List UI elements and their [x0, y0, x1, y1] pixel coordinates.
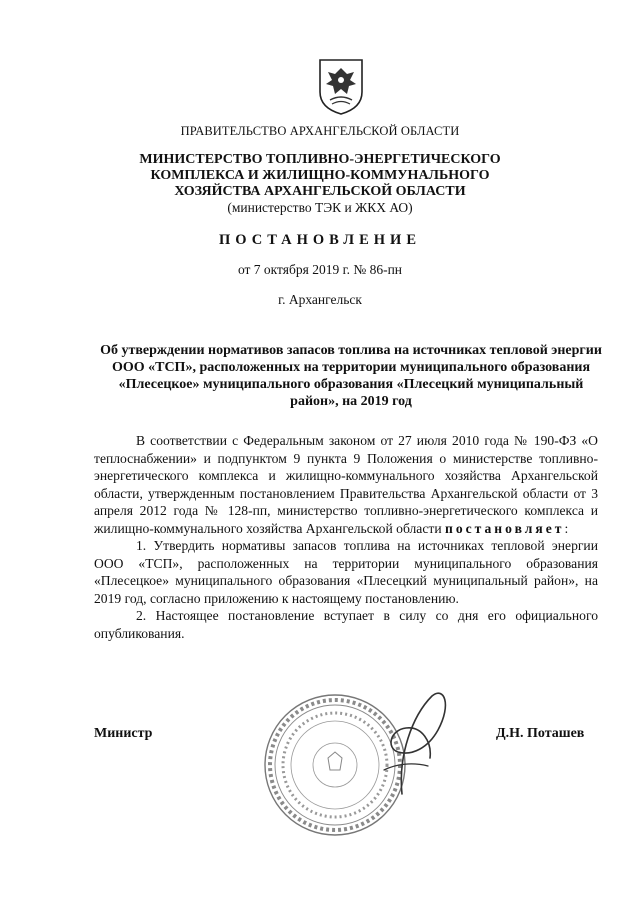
- signatory-name: Д.Н. Поташев: [496, 726, 585, 741]
- ministry-short-name: (министерство ТЭК и ЖКХ АО): [227, 200, 413, 215]
- item-2-paragraph: 2. Настоящее постановление вступает в силу со дня его официального опубликования.: [94, 608, 598, 641]
- signatory-position: Министр: [94, 726, 153, 741]
- item-1-paragraph: 1. Утвердить нормативы запасов топлива на источниках тепловой энергии ООО «ТСП», расположенных на территории муниципального образования «Плесецкое» муниципального образования «Плесецкий муниципальный район», на 2019 год, согласно приложению к настоящему постановлению.: [94, 538, 598, 606]
- document-heading: Об утверждении нормативов запасов топлива на источниках тепловой энергии ООО «ТСП», расположенных на территории муниципального образования «Плесецкое» муниципального образования «Плесецкий муниципальный район», на 2019 год: [100, 343, 602, 409]
- ministry-line-2: КОМПЛЕКСА И ЖИЛИЩНО-КОММУНАЛЬНОГО: [150, 168, 490, 183]
- ministry-line-3: ХОЗЯЙСТВА АРХАНГЕЛЬСКОЙ ОБЛАСТИ: [174, 184, 466, 199]
- document-body: [94, 432, 598, 642]
- document-date: от 7 октября 2019 г. № 86-пн: [237, 262, 403, 277]
- government-name: ПРАВИТЕЛЬСТВО АРХАНГЕЛЬСКОЙ ОБЛАСТИ: [180, 124, 460, 138]
- coat-of-arms-icon: [318, 58, 364, 116]
- ministry-name: [0, 152, 640, 200]
- decree-word: постановляет: [445, 520, 565, 536]
- document-city: г. Архангельск: [278, 292, 362, 307]
- preamble-text: В соответствии с Федеральным законом от 27 июля 2010 года № 190-ФЗ «О теплоснабжении» и подпунктом 9 пункта 9 Положения о министерстве топливно-энергетического комплекса и жилищно-коммунального хозяйства Архангельской области, утвержденным постановлением Правительства Архангельской области от 3 апреля 2012 года № 128-пп, министерство топливно-энергетического комплекса и жилищно-коммунального хозяйства Архангельской области: [94, 433, 598, 536]
- ministry-line-1: МИНИСТЕРСТВО ТОПЛИВНО-ЭНЕРГЕТИЧЕСКОГО: [139, 152, 501, 167]
- document-type: ПОСТАНОВЛЕНИЕ: [218, 232, 421, 248]
- handwritten-signature-icon: [372, 686, 462, 796]
- preamble-paragraph: В соответствии с Федеральным законом от 27 июля 2010 года № 190-ФЗ «О теплоснабжении» и подпунктом 9 пункта 9 Положения о министерстве топливно-энергетического комплекса и жилищно-коммунального хозяйства Архангельской области, утвержденным постановлением Правительства Архангельской области от 3 апреля 2012 года № 128-пп, министерство топливно-энергетического комплекса и жилищно-коммунального хозяйства Архангельской области постановляет:: [94, 433, 598, 536]
